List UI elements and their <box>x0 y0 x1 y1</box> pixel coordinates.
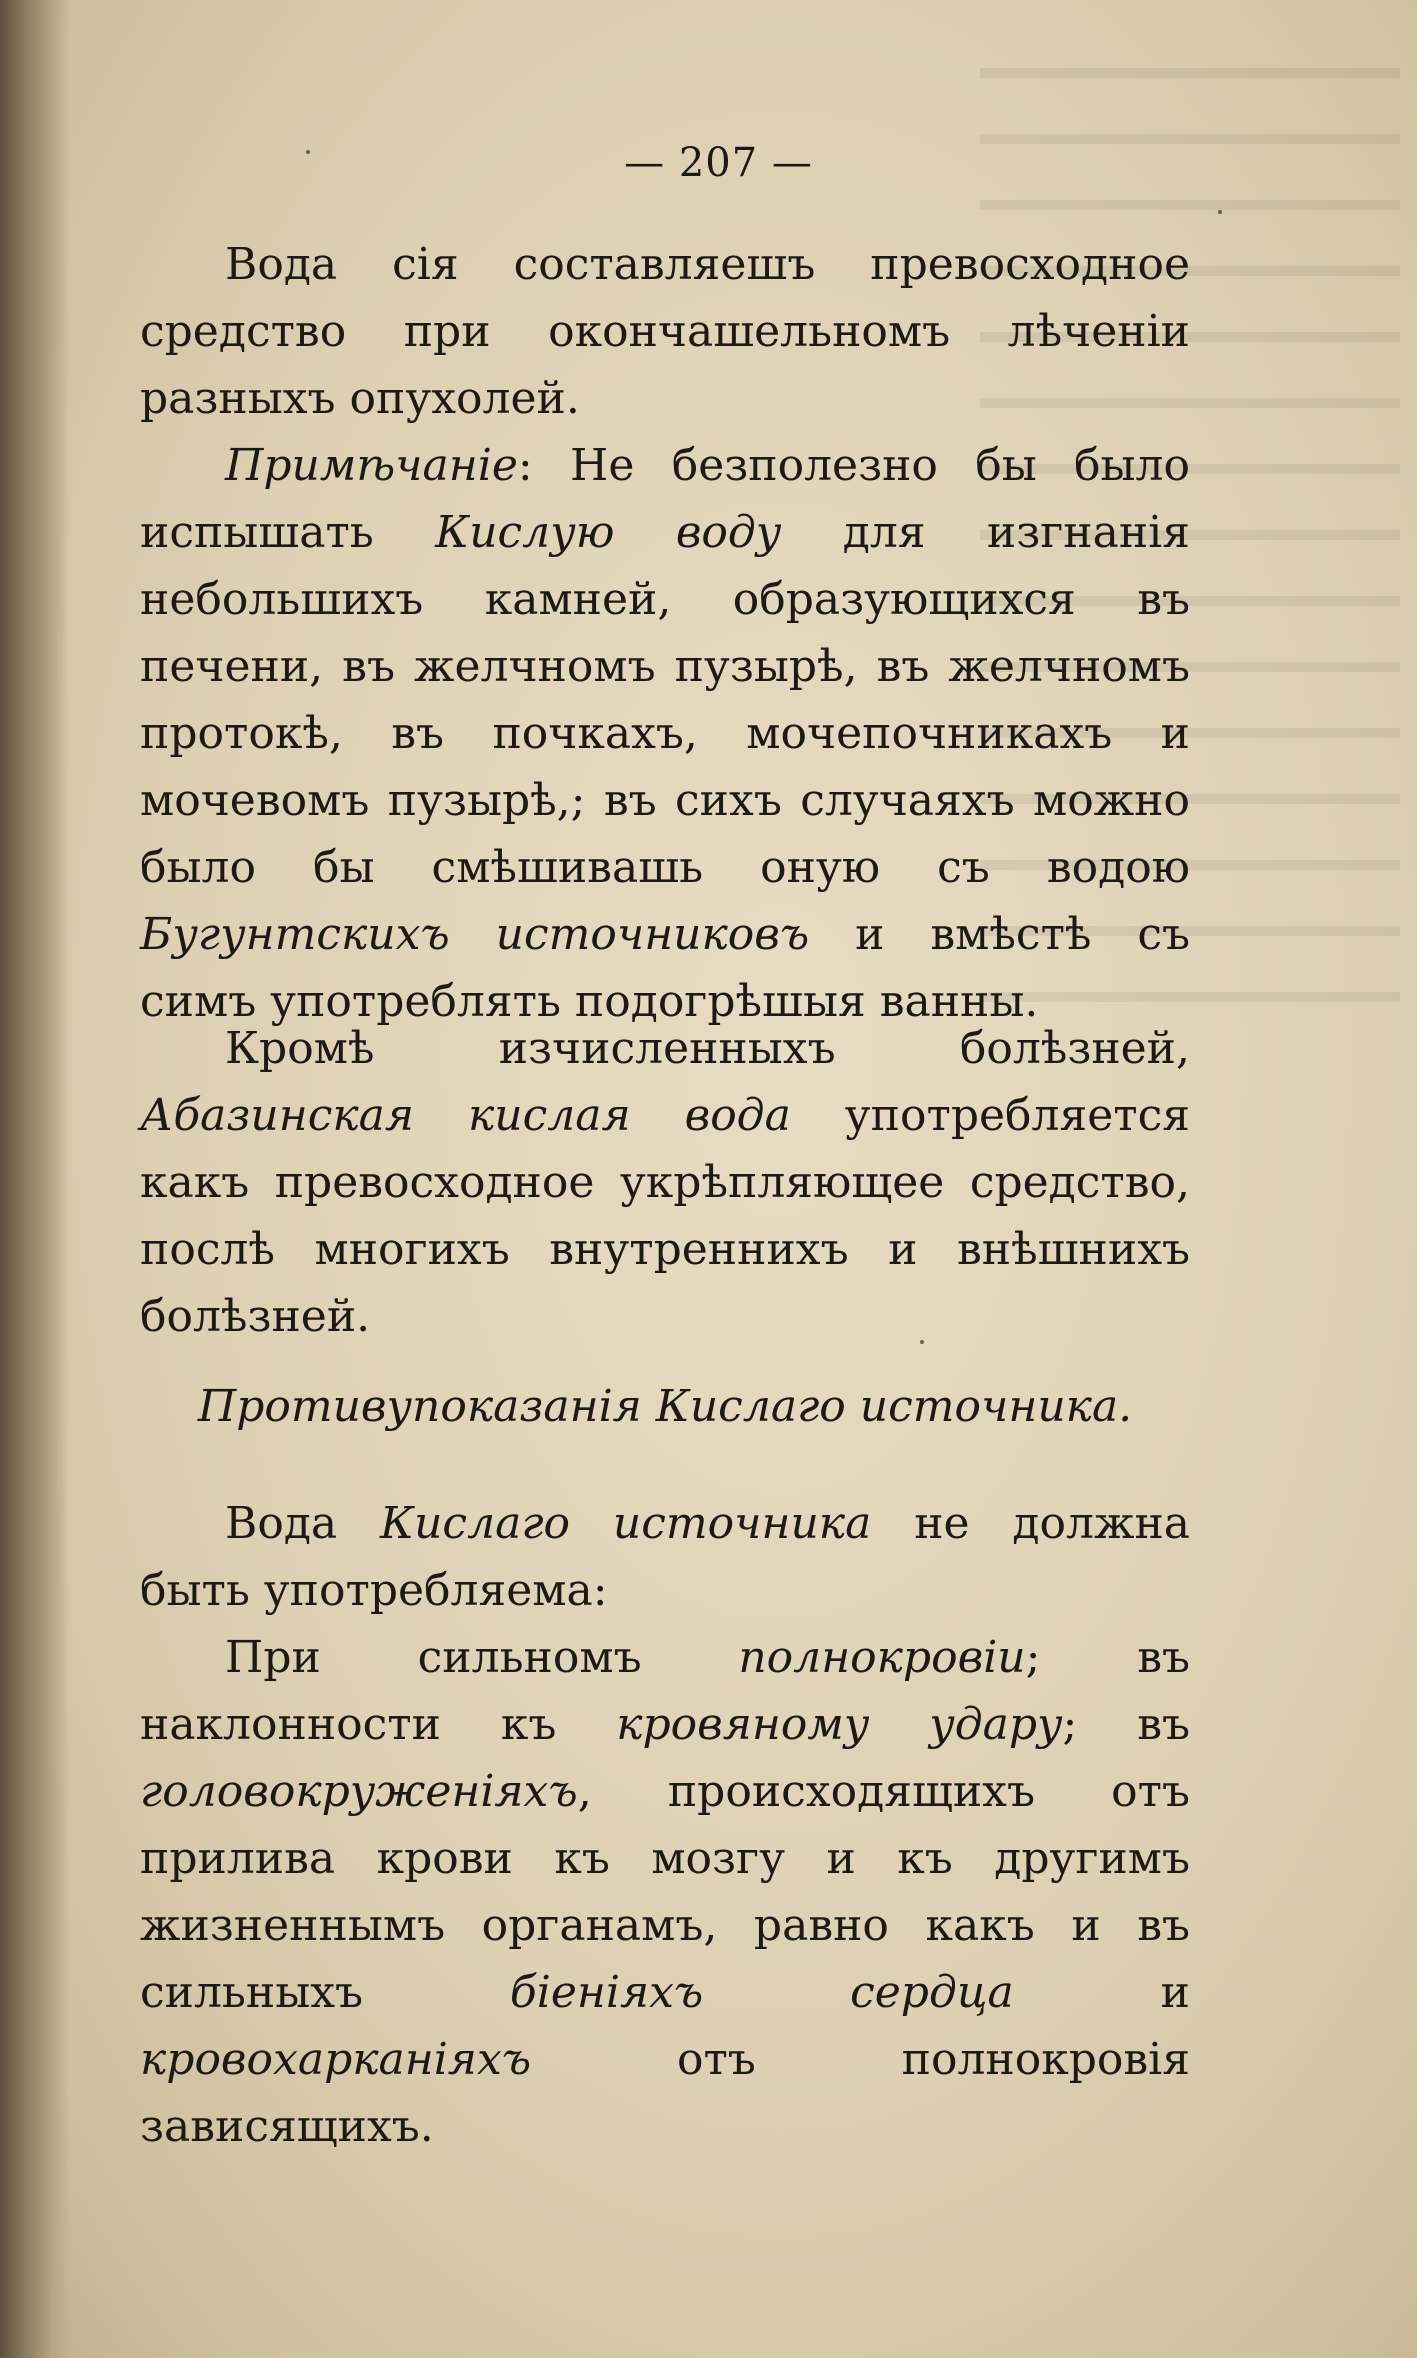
text-run: ; въ наклонности къ <box>140 1632 1190 1750</box>
text-run: не должна быть употребляема: <box>140 1498 1190 1616</box>
paragraph <box>140 1490 1190 1624</box>
text-run: отъ полнокровія зависящихъ. <box>140 2034 1190 2152</box>
text-run: Вода сія составляешъ превосходное средство при окончашельномъ лѣченіи разныхъ опухолей. <box>140 239 1190 424</box>
italic-run: Абазинская кислая вода <box>140 1090 791 1141</box>
text-run: ; въ <box>1062 1699 1191 1750</box>
text-run: При сильномъ <box>225 1632 739 1683</box>
text-run: и вмѣстѣ съ симъ употреблять подогрѣшыя ванны. <box>140 909 1191 1027</box>
paragraph <box>140 231 1190 432</box>
text-block-bottom <box>140 1490 1190 2160</box>
italic-run: Кислую воду <box>435 507 782 558</box>
paragraph <box>140 432 1190 1035</box>
text-run: для изгнанія небольшихъ камней, образующихся въ печени, въ желчномъ пузырѣ, въ желчномъ протокѣ, въ почкахъ, мочепочникахъ и мочевомъ пузырѣ,; въ сихъ случаяхъ можно было бы смѣшивашь оную съ водою <box>140 507 1190 893</box>
page-binding-shadow <box>0 0 70 2358</box>
text-run: Вода <box>225 1498 381 1549</box>
text-run: Кромѣ изчисленныхъ болѣзней, <box>225 1023 1190 1074</box>
text-run: : Не безполезно бы было испышать <box>140 440 1190 558</box>
section-heading: Противупоказанія Кислаго источника. <box>197 1381 1133 1432</box>
italic-run: кровохарканіяхъ <box>140 2034 532 2085</box>
ink-speck <box>1218 210 1222 214</box>
paragraph <box>140 1015 1190 1350</box>
italic-run: головокруженіяхъ <box>140 1766 578 1817</box>
paragraph <box>140 1624 1190 2160</box>
text-block-top <box>140 231 1190 1035</box>
text-run: употребляется какъ превосходное укрѣпляющее средство, послѣ многихъ внутреннихъ и внѣшнихъ болѣзней. <box>140 1090 1191 1342</box>
text-run: и <box>1013 1967 1190 2018</box>
italic-run: Примѣчаніе <box>225 440 518 491</box>
ink-speck <box>920 1340 924 1344</box>
italic-run: Бугунтскихъ источниковъ <box>140 909 810 960</box>
page-number: — 207 — <box>624 140 813 186</box>
text-block-middle <box>140 1015 1190 1350</box>
text-run: , происходящихъ отъ прилива крови къ мозгу и къ другимъ жизненнымъ органамъ, равно какъ и въ сильныхъ <box>140 1766 1190 2018</box>
italic-run: Кислаго источника <box>380 1498 872 1549</box>
italic-run: біеніяхъ сердца <box>509 1967 1014 2018</box>
italic-run: кровяному удару <box>616 1699 1063 1750</box>
italic-run: полнокровіи <box>738 1632 1026 1683</box>
ink-speck <box>306 150 310 154</box>
